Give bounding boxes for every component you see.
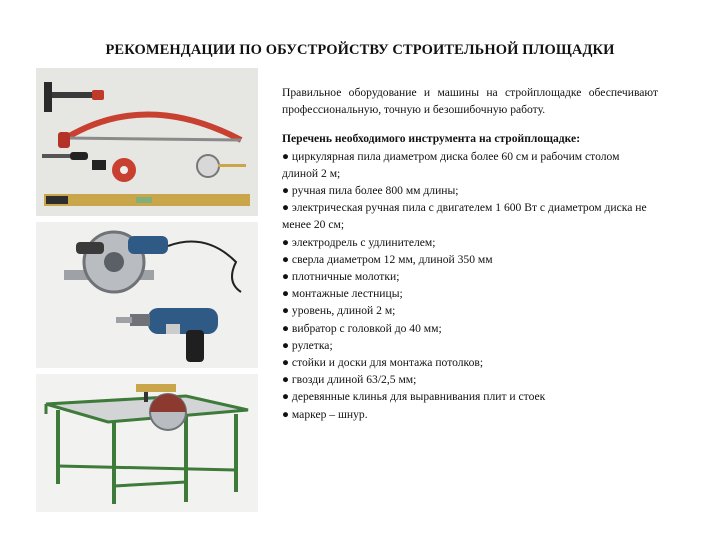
bullet-icon: ● bbox=[282, 304, 290, 318]
list-item: ● вибратор с головкой до 40 мм; bbox=[282, 321, 442, 335]
bullet-icon: ● bbox=[282, 149, 290, 163]
list-item: ● рулетка; bbox=[282, 338, 333, 352]
tool-list-heading: Перечень необходимого инструмента на стройплощадке: bbox=[282, 132, 581, 146]
list-item: ● монтажные лестницы; bbox=[282, 287, 403, 301]
bullet-icon: ● bbox=[282, 338, 290, 352]
list-item: ● электрическая ручная пила с двигателем 1 600 Вт с диаметром диска не менее 20 см; bbox=[282, 201, 647, 232]
bullet-icon: ● bbox=[282, 201, 290, 215]
bullet-icon: ● bbox=[282, 252, 290, 266]
bullet-icon: ● bbox=[282, 407, 290, 421]
small-tool-image bbox=[92, 160, 106, 170]
bullet-icon: ● bbox=[282, 373, 290, 387]
intro-paragraph: Правильное оборудование и машины на стройплощадке обеспечивают профессиональную, точную и безошибочную работу. bbox=[282, 86, 658, 117]
bullet-icon: ● bbox=[282, 287, 290, 301]
bullet-icon: ● bbox=[282, 270, 290, 284]
tool-list bbox=[282, 148, 658, 423]
bullet-icon: ● bbox=[282, 390, 290, 404]
list-item: ● маркер – шнур. bbox=[282, 407, 368, 421]
page-title: РЕКОМЕНДАЦИИ ПО ОБУСТРОЙСТВУ СТРОИТЕЛЬНОЙ ПЛОЩАДКИ bbox=[105, 42, 615, 58]
bullet-icon: ● bbox=[282, 235, 290, 249]
bullet-icon: ● bbox=[282, 321, 290, 335]
list-item: ● деревянные клинья для выравнивания плит и стоек bbox=[282, 390, 546, 404]
chalk-line-image bbox=[112, 158, 136, 182]
hand-tools-photo bbox=[36, 68, 258, 216]
saw-table-photo bbox=[36, 374, 258, 512]
list-item: ● плотничные молотки; bbox=[282, 270, 400, 284]
list-item: ● ручная пила более 800 мм длины; bbox=[282, 184, 459, 198]
list-item: ● циркулярная пила диаметром диска более 60 см и рабочим столом длиной 2 м; bbox=[282, 149, 620, 180]
list-item: ● стойки и доски для монтажа потолков; bbox=[282, 356, 484, 370]
list-item: ● сверла диаметром 12 мм, длиной 350 мм bbox=[282, 252, 493, 266]
text-column bbox=[282, 84, 658, 423]
list-item: ● гвозди длиной 63/2,5 мм; bbox=[282, 373, 417, 387]
list-item: ● электродрель с удлинителем; bbox=[282, 235, 436, 249]
bullet-icon: ● bbox=[282, 356, 290, 370]
list-item: ● уровень, длиной 2 м; bbox=[282, 304, 396, 318]
bullet-icon: ● bbox=[282, 184, 290, 198]
power-tools-photo bbox=[36, 222, 258, 368]
spirit-level-image bbox=[44, 194, 250, 206]
